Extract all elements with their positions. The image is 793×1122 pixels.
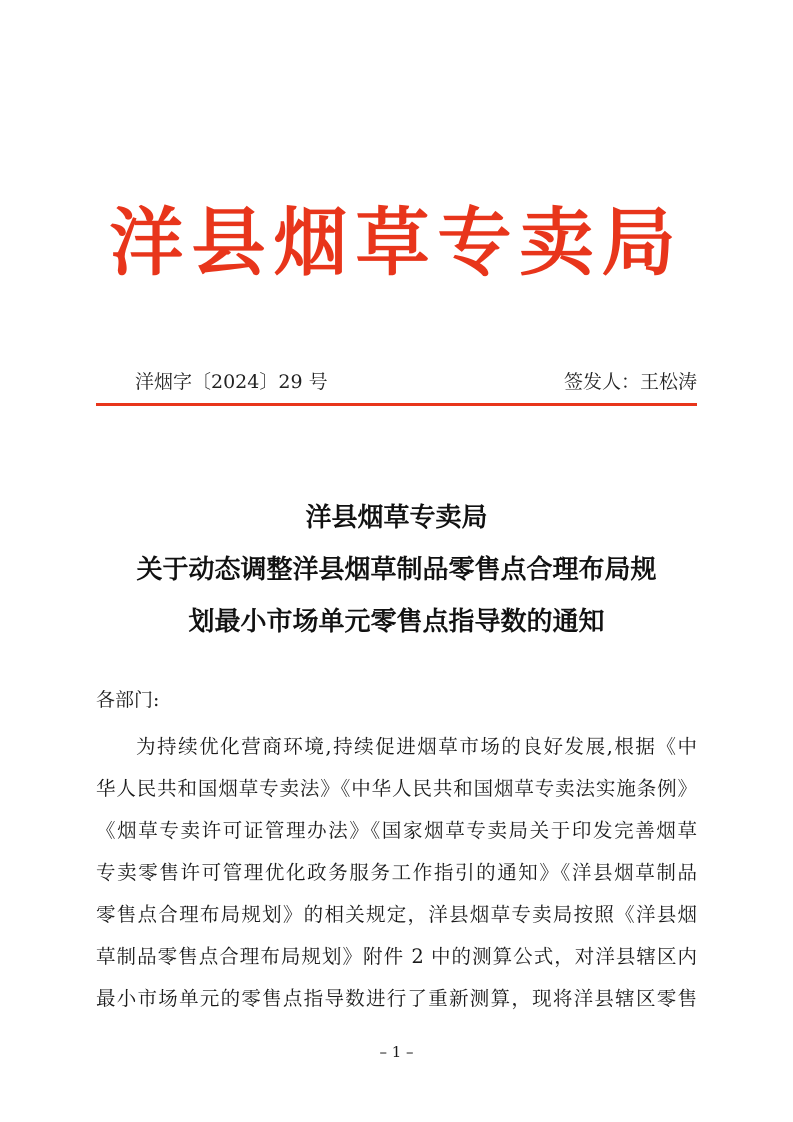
title-line-2: 关于动态调整洋县烟草制品零售点合理布局规 [136, 555, 657, 585]
red-divider [96, 403, 697, 406]
document-number: 洋烟字〔2024〕29 号 [135, 371, 328, 393]
page-number: – 1 – [379, 1043, 414, 1061]
body-line: 专卖零售许可管理优化政务服务工作指引的通知》《洋县烟草制品 [96, 861, 697, 884]
signer: 签发人：王松涛 [563, 371, 697, 393]
body-line: 为持续优化营商环境,持续促进烟草市场的良好发展,根据《中 [136, 735, 697, 758]
body-line: 华人民共和国烟草专卖法》《中华人民共和国烟草专卖法实施条例》 [96, 777, 697, 800]
masthead-title: 洋县烟草专卖局 [109, 200, 684, 286]
body-line: 最小市场单元的零售点指导数进行了重新测算，现将洋县辖区零售 [96, 987, 697, 1010]
body-paragraph [96, 726, 697, 1020]
title-line-1: 洋县烟草专卖局 [305, 503, 488, 533]
body-line: 草制品零售点合理布局规划》附件 2 中的测算公式，对洋县辖区内 [96, 945, 697, 968]
body-line: 零售点合理布局规划》的相关规定，洋县烟草专卖局按照《洋县烟 [96, 903, 697, 926]
salutation: 各部门: [96, 689, 160, 711]
title-line-3: 划最小市场单元零售点指导数的通知 [188, 607, 605, 637]
body-line: 《烟草专卖许可证管理办法》《国家烟草专卖局关于印发完善烟草 [96, 819, 697, 842]
